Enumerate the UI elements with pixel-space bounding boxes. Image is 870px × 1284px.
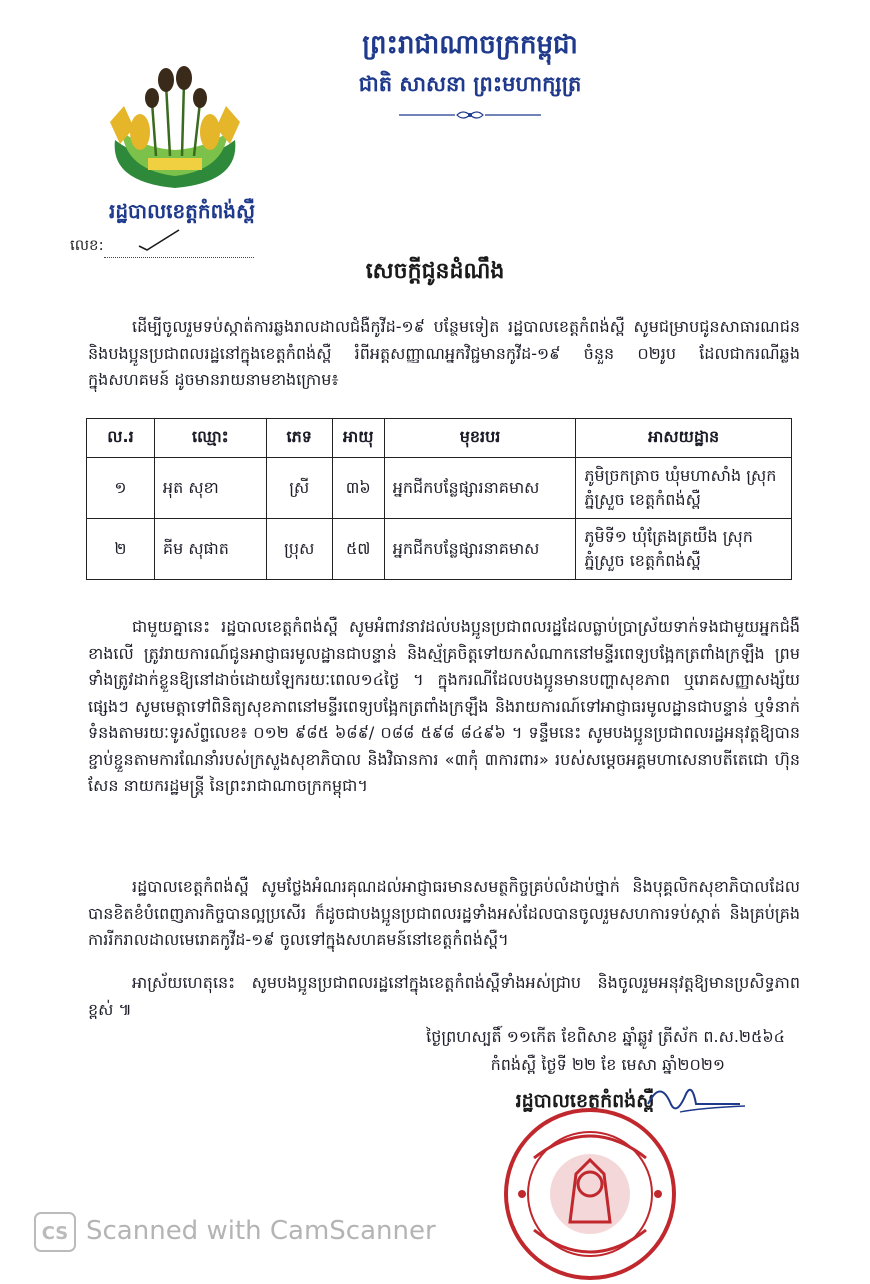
signatory-name: រដ្ឋបាលខេត្តកំពង់ស្ពឺ bbox=[515, 1090, 655, 1112]
national-motto: ជាតិ សាសនា ព្រះមហាក្សត្រ bbox=[358, 71, 582, 96]
closing-text: អាស្រ័យហេតុនេះ សូមបងប្អូនប្រជាពលរដ្ឋនៅក្នុងខេត្តកំពង់ស្ពឺទាំងអស់ជ្រាប និងចូលរួមអនុវត្តឱ្យមានប្រសិទ្ធភាពខ្ពស់ ៕ bbox=[88, 973, 800, 1019]
cell-sex: ស្រី bbox=[266, 458, 332, 519]
header-sex: ភេទ bbox=[266, 419, 332, 458]
closing-paragraph bbox=[88, 970, 800, 1023]
camscanner-logo-icon bbox=[34, 1212, 76, 1252]
table-row bbox=[87, 519, 792, 580]
header-age: អាយុ bbox=[332, 419, 384, 458]
thanks-paragraph bbox=[88, 874, 800, 954]
cell-occupation: អ្នកជីកបន្លែផ្សារនាគមាស bbox=[384, 519, 576, 580]
header-name: ឈ្មោះ bbox=[154, 419, 266, 458]
official-seal-icon bbox=[500, 1104, 680, 1284]
advice-text: ជាមួយគ្នានេះ រដ្ឋបាលខេត្តកំពង់ស្ពឺ សូមអំពាវនាវដល់បងប្អូនប្រជាពលរដ្ឋដែលធ្លាប់ប្រាស្រ័យទាក់ទងជាមួយអ្នកជំងឺខាងលើ ត្រូវរាយការណ៍ជូនអាជ្ញាធរមូលដ្ឋានជាបន្ទាន់ និងស្ម័គ្រចិត្តទៅយកសំណាកនៅមន្ទីរពេទ្យបង្អែកត្រពាំងក្រឡឹង ព្រមទាំងត្រូវដាក់ខ្លួនឱ្យនៅដាច់ដោយឡែករយៈពេល១៤ថ្ងៃ ។ ក្នុងករណីដែលបងប្អូនមានបញ្ហាសុខភាព ឬរោគសញ្ញាសង្ស័យផ្សេងៗ សូមមេត្តាទៅពិនិត្យសុខភាពនៅមន្ទីរពេទ្យបង្អែកត្រពាំងក្រឡឹង និងរាយការណ៍ទៅអាជ្ញាធរមូលដ្ឋានជាបន្ទាន់ ឬទំនាក់ទំនងតាមរយៈទូរស័ព្ទលេខ៖ ០១២ ៩៨៥ ៦៨៩/ ០៨៨ ៥៩៨ ៨៤៩៦ ។ ទន្ទឹមនេះ សូមបងប្អូនប្រជាពលរដ្ឋអនុវត្តឱ្យបានខ្ជាប់ខ្ជួនតាមការណែនាំរបស់ក្រសួងសុខាភិបាល និងវិធានការ «៣កុំ ៣ការពារ» របស់សម្តេចអគ្គមហាសេនាបតីតេជោ ហ៊ុន សែន នាយករដ្ឋមន្ត្រី នៃព្រះរាជាណាចក្រកម្ពុជា។ bbox=[88, 617, 801, 795]
camscanner-logo-letters: CS bbox=[41, 1223, 69, 1244]
camscanner-watermark-text: Scanned with CamScanner bbox=[86, 1216, 436, 1246]
solar-date: កំពង់ស្ពឺ ថ្ងៃទី ២២ ខែ មេសា ឆ្នាំ២០២១ bbox=[490, 1055, 725, 1074]
cell-address: ភូមិទី១ ឃុំត្រែងត្រយឹង ស្រុកភ្នំស្រួច ខេត្តកំពង់ស្ពឺ bbox=[576, 519, 792, 580]
cell-number: ២ bbox=[87, 519, 155, 580]
thanks-text: រដ្ឋបាលខេត្តកំពង់ស្ពឺ សូមថ្លែងអំណរគុណដល់អាជ្ញាធរមានសមត្ថកិច្ចគ្រប់លំដាប់ថ្នាក់ និងបុគ្គលិកសុខាភិបាលដែលបានខិតខំបំពេញភារកិច្ចបានល្អប្រសើរ ក៏ដូចជាបងប្អូនប្រជាពលរដ្ឋទាំងអស់ដែលបានចូលរួមសហការទប់ស្កាត់ និងគ្រប់គ្រងការរីករាលដាលមេរោគកូវីដ-១៩ ចូលទៅក្នុងសហគមន៍នៅខេត្តកំពង់ស្ពឺ។ bbox=[88, 877, 800, 949]
table-header-row bbox=[87, 419, 792, 458]
cell-number: ១ bbox=[87, 458, 155, 519]
header-number: ល.រ bbox=[87, 419, 155, 458]
intro-text: ដើម្បីចូលរួមទប់ស្កាត់ការឆ្លងរាលដាលជំងឺកូវីដ-១៩ បន្ថែមទៀត រដ្ឋបាលខេត្តកំពង់ស្ពឺ សូមជម្រាបជូនសាធារណជន និងបងប្អូនប្រជាពលរដ្ឋនៅក្នុងខេត្តកំពង់ស្ពឺ រំពីអត្តសញ្ញាណអ្នកវិជ្ជមានកូវីដ-១៩ ចំនួន ០២រូប ដែលជាករណីឆ្លងក្នុងសហគមន៍ ដូចមានរាយនាមខាងក្រោម៖ bbox=[88, 317, 800, 389]
patients-table bbox=[86, 418, 792, 580]
table-row bbox=[87, 458, 792, 519]
header-occupation: មុខរបរ bbox=[384, 419, 576, 458]
province-emblem-icon bbox=[100, 62, 250, 192]
cell-age: ៣៦ bbox=[332, 458, 384, 519]
reference-pen-mark-icon bbox=[135, 226, 185, 252]
cell-name: អុត សុខា bbox=[154, 458, 266, 519]
province-administration-label: រដ្ឋបាលខេត្តកំពង់ស្ពឺ bbox=[109, 199, 255, 223]
cell-occupation: អ្នកជីកបន្លែផ្សារនាគមាស bbox=[384, 458, 576, 519]
header-address: អាសយដ្ឋាន bbox=[576, 419, 792, 458]
intro-paragraph bbox=[88, 314, 800, 394]
document-title: សេចក្តីជូនដំណឹង bbox=[365, 258, 505, 284]
kingdom-title: ព្រះរាជាណាចក្រកម្ពុជា bbox=[362, 30, 578, 60]
cell-address: ភូមិច្រកត្រាច ឃុំមហាសាំង ស្រុកភ្នំស្រួច ខេត្តកំពង់ស្ពឺ bbox=[576, 458, 792, 519]
reference-label: លេខ: bbox=[70, 236, 104, 254]
cell-name: គីម សុផាត bbox=[154, 519, 266, 580]
decorative-divider-icon bbox=[395, 108, 545, 122]
advice-paragraph bbox=[88, 614, 800, 800]
lunar-date: ថ្ងៃព្រហស្បតិ៍ ១១កើត ខែពិសាខ ឆ្នាំឆ្លូវ ត្រីស័ក ព.ស.២៥៦៤ bbox=[426, 1027, 785, 1046]
cell-sex: ប្រុស bbox=[266, 519, 332, 580]
cell-age: ៥៧ bbox=[332, 519, 384, 580]
